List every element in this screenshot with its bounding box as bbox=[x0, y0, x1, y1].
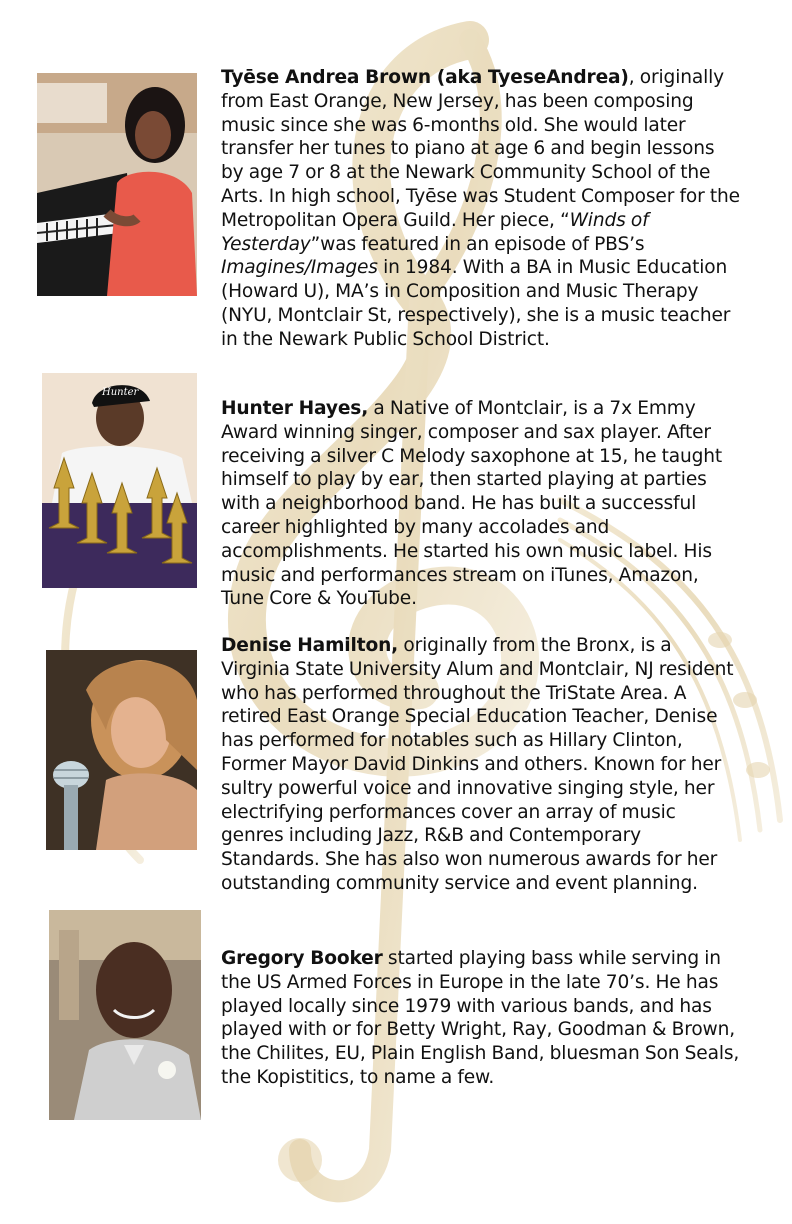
bio-text: ”was featured in an episode of PBS’s bbox=[310, 233, 645, 255]
bio-text: in 1984. With a BA in Music Education (Howard U), MA’s in Composition and Music Therapy (NYU, Montclair St, respectively), she is a music teacher in the Newark Public School District. bbox=[221, 257, 731, 350]
denise-hamilton-photo bbox=[46, 650, 197, 850]
bio-name: Gregory Booker bbox=[221, 948, 383, 969]
bio-emphasis: Winds of Yesterday bbox=[221, 209, 649, 255]
bio-hunter-hayes bbox=[221, 397, 741, 611]
bio-emphasis: Imagines/Images bbox=[221, 257, 378, 279]
tyese-brown-photo bbox=[37, 73, 197, 296]
bio-text: , originally from East Orange, New Jersey, has been composing music since she was 6-months old. She would later transfer her tunes to piano at age 6 and begin lessons by age 7 or 8 at the Newark Community School of the Arts. In high school, Tyēse was Student Composer for the Metropolitan Opera Guild. Her piece, “ bbox=[221, 67, 740, 231]
bio-gregory-booker bbox=[221, 947, 741, 1090]
gregory-booker-photo bbox=[49, 910, 201, 1120]
bio-name: Tyēse Andrea Brown (aka TyeseAndrea) bbox=[221, 67, 629, 88]
bio-text: started playing bass while serving in the US Armed Forces in Europe in the late 70’s. He has played locally since 1979 with various bands, and has played with or for Betty Wright, Ray, Goodman & Brown, the Chilites, EU, Plain English Band, bluesman Son Seals, the Kopistitics, to name a few. bbox=[221, 948, 740, 1088]
bio-text: originally from the Bronx, is a Virginia State University Alum and Montclair, NJ resident who has performed throughout the TriState Area. A retired East Orange Special Education Teacher, Denise has performed for notables such as Hillary Clinton, Former Mayor David Dinkins and others. Known for her sultry powerful voice and innovative singing style, her electrifying performances cover an array of music genres including Jazz, R&B and Contemporary Standards. She has also won numerous awards for her outstanding community service and event planning. bbox=[221, 635, 734, 894]
cap-logo-text: Hunter bbox=[102, 387, 139, 398]
bio-text: a Native of Montclair, is a 7x Emmy Award winning singer, composer and sax player. After receiving a silver C Melody saxophone at 15, he taught himself to play by ear, then started playing at parties with a neighborhood band. He has built a successful career highlighted by many accolades and accomplishments. He started his own music label. His music and performances stream on iTunes, Amazon, Tune Core & YouTube. bbox=[221, 398, 723, 610]
bio-tyese-brown bbox=[221, 66, 741, 352]
bio-name: Denise Hamilton, bbox=[221, 635, 399, 656]
bio-name: Hunter Hayes, bbox=[221, 398, 369, 419]
bio-denise-hamilton bbox=[221, 634, 741, 896]
hunter-hayes-photo bbox=[42, 373, 197, 588]
